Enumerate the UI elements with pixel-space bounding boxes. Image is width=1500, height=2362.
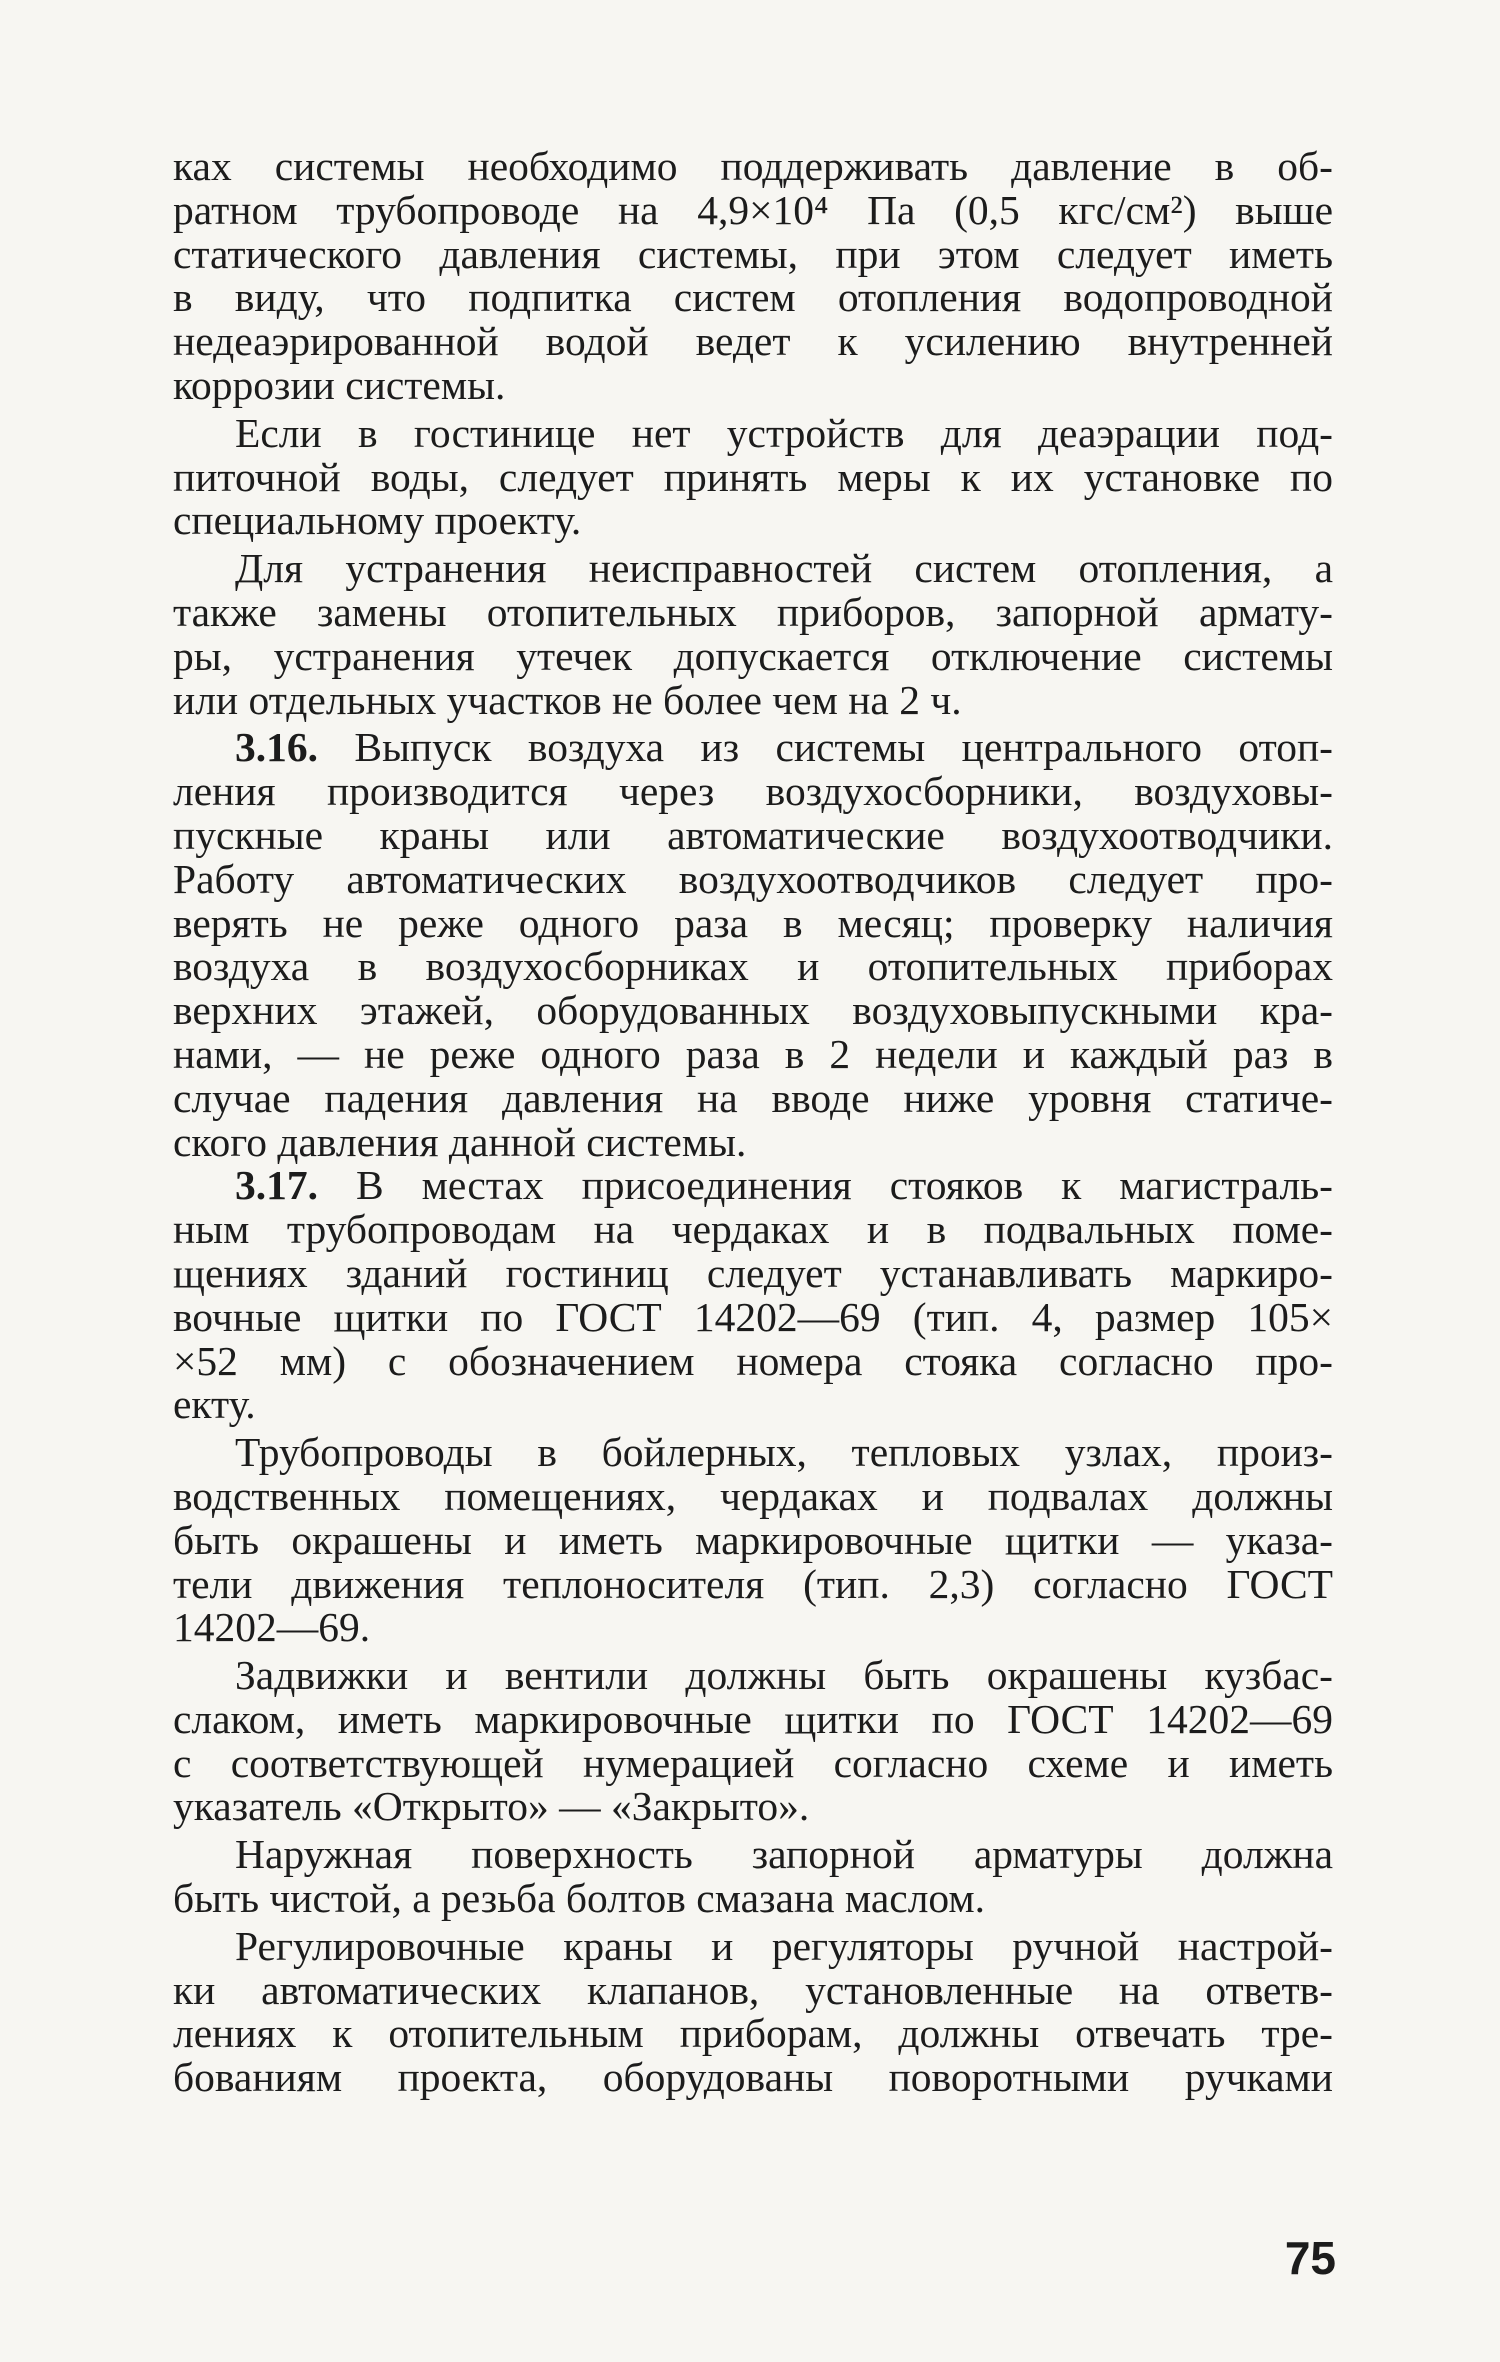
text-line: верять не реже одного раза в месяц; проверку наличия bbox=[173, 899, 1333, 946]
text-line: лениях к отопительным приборам, должны отвечать тре- bbox=[173, 2010, 1333, 2057]
text-line: пускные краны или автоматические воздухоотводчики. bbox=[173, 811, 1333, 858]
text-line: случае падения давления на вводе ниже уровня статиче- bbox=[173, 1074, 1333, 1121]
section-number: 3.16. bbox=[235, 724, 318, 771]
text-line bbox=[173, 726, 1333, 770]
text-line: Задвижки и вентили должны быть окрашены кузбас- bbox=[235, 1652, 1333, 1699]
paragraph-continuation bbox=[173, 145, 1333, 408]
text-line: или отдельных участков не более чем на 2 ч. bbox=[173, 676, 962, 723]
section-first-line: В местах присоединения стояков к магистраль- bbox=[318, 1162, 1333, 1209]
text-line: Регулировочные краны и регуляторы ручной настрой- bbox=[235, 1922, 1333, 1969]
text-line: питочной воды, следует принять меры к их установке по bbox=[173, 453, 1333, 500]
paragraph-valves bbox=[173, 1654, 1333, 1829]
paragraph-regulators bbox=[173, 1922, 1333, 2101]
text-line: Для устранения неисправностей систем отопления, а bbox=[235, 545, 1333, 592]
text-line: воздуха в воздухосборниках и отопительных приборах bbox=[173, 943, 1333, 990]
text-line: екту. bbox=[173, 1381, 256, 1428]
text-line: щениях зданий гостиниц следует устанавливать маркиро- bbox=[173, 1249, 1333, 1296]
text-line: Если в гостинице нет устройств для деаэрации под- bbox=[235, 409, 1333, 456]
text-line: ×52 мм) с обозначением номера стояка согласно про- bbox=[173, 1337, 1333, 1384]
text-line: слаком, иметь маркировочные щитки по ГОСТ 14202—69 bbox=[173, 1695, 1333, 1742]
section-3-17 bbox=[173, 1164, 1333, 1427]
text-line: верхних этажей, оборудованных воздуховыпускными кра- bbox=[173, 987, 1333, 1034]
text-line: указатель «Открыто» — «Закрыто». bbox=[173, 1783, 810, 1830]
text-line: вочные щитки по ГОСТ 14202—69 (тип. 4, размер 105× bbox=[173, 1293, 1333, 1340]
section-first-line: Выпуск воздуха из системы центрального отоп- bbox=[318, 724, 1333, 771]
text-line: ратном трубопроводе на 4,9×10⁴ Па (0,5 кгс/см²) выше bbox=[173, 186, 1333, 233]
text-line: ным трубопроводам на чердаках и в подвальных поме- bbox=[173, 1206, 1333, 1253]
text-line: коррозии системы. bbox=[173, 361, 506, 408]
text-line: 14202—69. bbox=[173, 1604, 371, 1651]
text-line: недеаэрированной водой ведет к усилению внутренней bbox=[173, 318, 1333, 365]
paragraph-deaeration bbox=[173, 409, 1333, 544]
text-line: ки автоматических клапанов, установленные на ответв- bbox=[173, 1966, 1333, 2013]
section-3-16 bbox=[173, 726, 1333, 1164]
paragraph-surface bbox=[173, 1833, 1333, 1921]
text-line: статического давления системы, при этом следует иметь bbox=[173, 230, 1333, 277]
text-line: Работу автоматических воздухоотводчиков следует про- bbox=[173, 855, 1333, 902]
text-line: Трубопроводы в бойлерных, тепловых узлах, произ- bbox=[235, 1429, 1333, 1476]
text-line: специальному проекту. bbox=[173, 497, 582, 544]
text-line: ках системы необходимо поддерживать давление в об- bbox=[173, 143, 1333, 189]
body-text bbox=[173, 145, 1333, 2100]
paragraph-repairs bbox=[173, 547, 1333, 722]
text-line: быть чистой, а резьба болтов смазана маслом. bbox=[173, 1875, 986, 1922]
text-line: нами, — не реже одного раза в 2 недели и каждый раз в bbox=[173, 1030, 1333, 1077]
text-line: быть окрашены и иметь маркировочные щитки — указа- bbox=[173, 1516, 1333, 1563]
text-line: ры, устранения утечек допускается отключение системы bbox=[173, 632, 1333, 679]
text-line: бованиям проекта, оборудованы поворотными ручками bbox=[173, 2054, 1333, 2101]
text-line: тели движения теплоносителя (тип. 2,3) согласно ГОСТ bbox=[173, 1560, 1333, 1607]
page-number: 75 bbox=[1284, 2232, 1336, 2284]
section-number: 3.17. bbox=[235, 1162, 318, 1209]
text-line: водственных помещениях, чердаках и подвалах должны bbox=[173, 1472, 1333, 1519]
text-line: также замены отопительных приборов, запорной армату- bbox=[173, 588, 1333, 635]
text-line: с соответствующей нумерацией согласно схеме и иметь bbox=[173, 1739, 1333, 1786]
text-line: Наружная поверхность запорной арматуры должна bbox=[235, 1831, 1333, 1878]
text-line: ления производится через воздухосборники, воздуховы- bbox=[173, 768, 1333, 815]
text-line bbox=[173, 1164, 1333, 1208]
text-line: ского давления данной системы. bbox=[173, 1118, 747, 1165]
paragraph-pipelines bbox=[173, 1431, 1333, 1650]
text-line: в виду, что подпитка систем отопления водопроводной bbox=[173, 274, 1333, 321]
